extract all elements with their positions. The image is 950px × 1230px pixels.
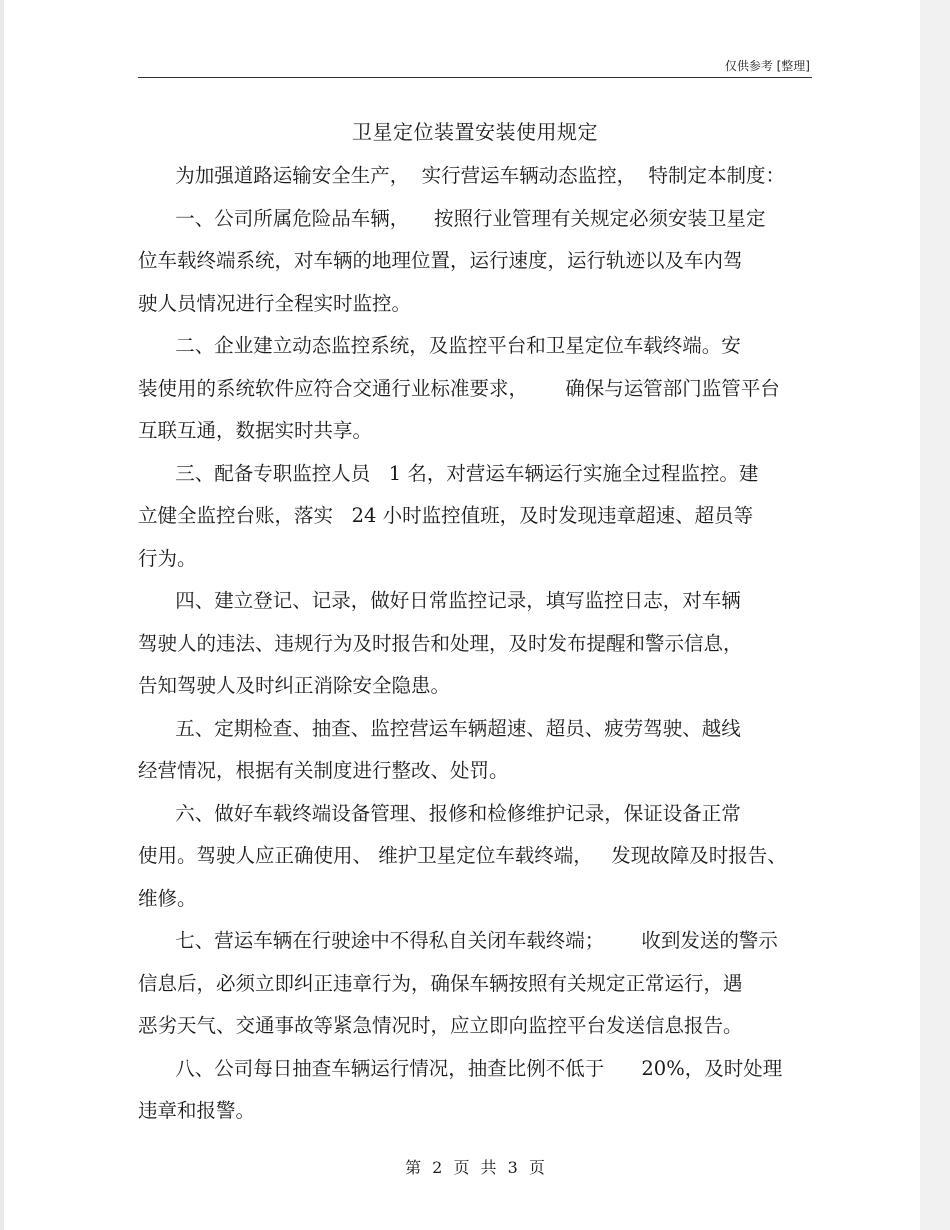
body-line: 使用。驾驶人应正确使用、 维护卫星定位车载终端， 发现故障及时报告、 — [138, 844, 787, 867]
body-line: 五、定期检查、抽查、监控营运车辆超速、超员、疲劳驾驶、越线 — [138, 716, 741, 740]
body-line: 行为。 — [138, 546, 197, 570]
body-line: 七、营运车辆在行驶途中不得私自关闭车载终端； 收到发送的警示 — [138, 929, 778, 952]
body-line: 驾驶人的违法、违规行为及时报告和处理，及时发布提醒和警示信息， — [138, 631, 743, 655]
body-line: 为加强道路运输安全生产， 实行营运车辆动态监控， 特制定本制度： — [138, 164, 785, 187]
page-footer: 第 2 页 共 3 页 — [405, 1158, 545, 1177]
body-line: 三、配备专职监控人员 1 名，对营运车辆运行实施全过程监控。建 — [138, 461, 759, 485]
body-line: 立健全监控台账，落实 24 小时监控值班，及时发现违章超速、超员等 — [138, 504, 754, 527]
body-line: 驶人员情况进行全程实时监控。 — [138, 291, 412, 315]
document-body — [138, 155, 812, 1133]
body-line: 二、企业建立动态监控系统，及监控平台和卫星定位车载终端。安 — [138, 334, 741, 357]
body-line: 告知驾驶人及时纠正消除安全隐患。 — [138, 674, 451, 697]
body-line: 恶劣天气、交通事故等紧急情况时，应立即向监控平台发送信息报告。 — [138, 1014, 743, 1037]
page-left-edge — [0, 0, 4, 1230]
page-header — [138, 55, 812, 78]
body-line: 维修。 — [138, 886, 197, 910]
header-text: 仅供参考 [整理] — [724, 59, 810, 73]
body-line: 经营情况，根据有关制度进行整改、处罚。 — [138, 759, 509, 782]
body-line: 信息后，必须立即纠正违章行为，确保车辆按照有关规定正常运行，遇 — [138, 971, 743, 995]
document-title: 卫星定位装置安装使用规定 — [352, 120, 598, 144]
body-line: 四、建立登记、记录，做好日常监控记录，填写监控日志，对车辆 — [138, 589, 741, 612]
body-line: 六、做好车载终端设备管理、报修和检修维护记录，保证设备正常 — [138, 801, 741, 825]
body-line: 违章和报警。 — [138, 1099, 256, 1122]
body-line: 装使用的系统软件应符合交通行业标准要求， 确保与运管部门监管平台 — [138, 376, 780, 400]
body-line: 互联互通，数据实时共享。 — [138, 419, 373, 442]
body-line: 八、公司每日抽查车辆运行情况，抽查比例不低于 20%，及时处理 — [138, 1056, 783, 1080]
body-line: 位车载终端系统，对车辆的地理位置，运行速度，运行轨迹以及车内驾 — [138, 249, 743, 272]
body-line: 一、公司所属危险品车辆， 按照行业管理有关规定必须安装卫星定 — [138, 206, 766, 230]
page-right-margin — [920, 0, 950, 1230]
